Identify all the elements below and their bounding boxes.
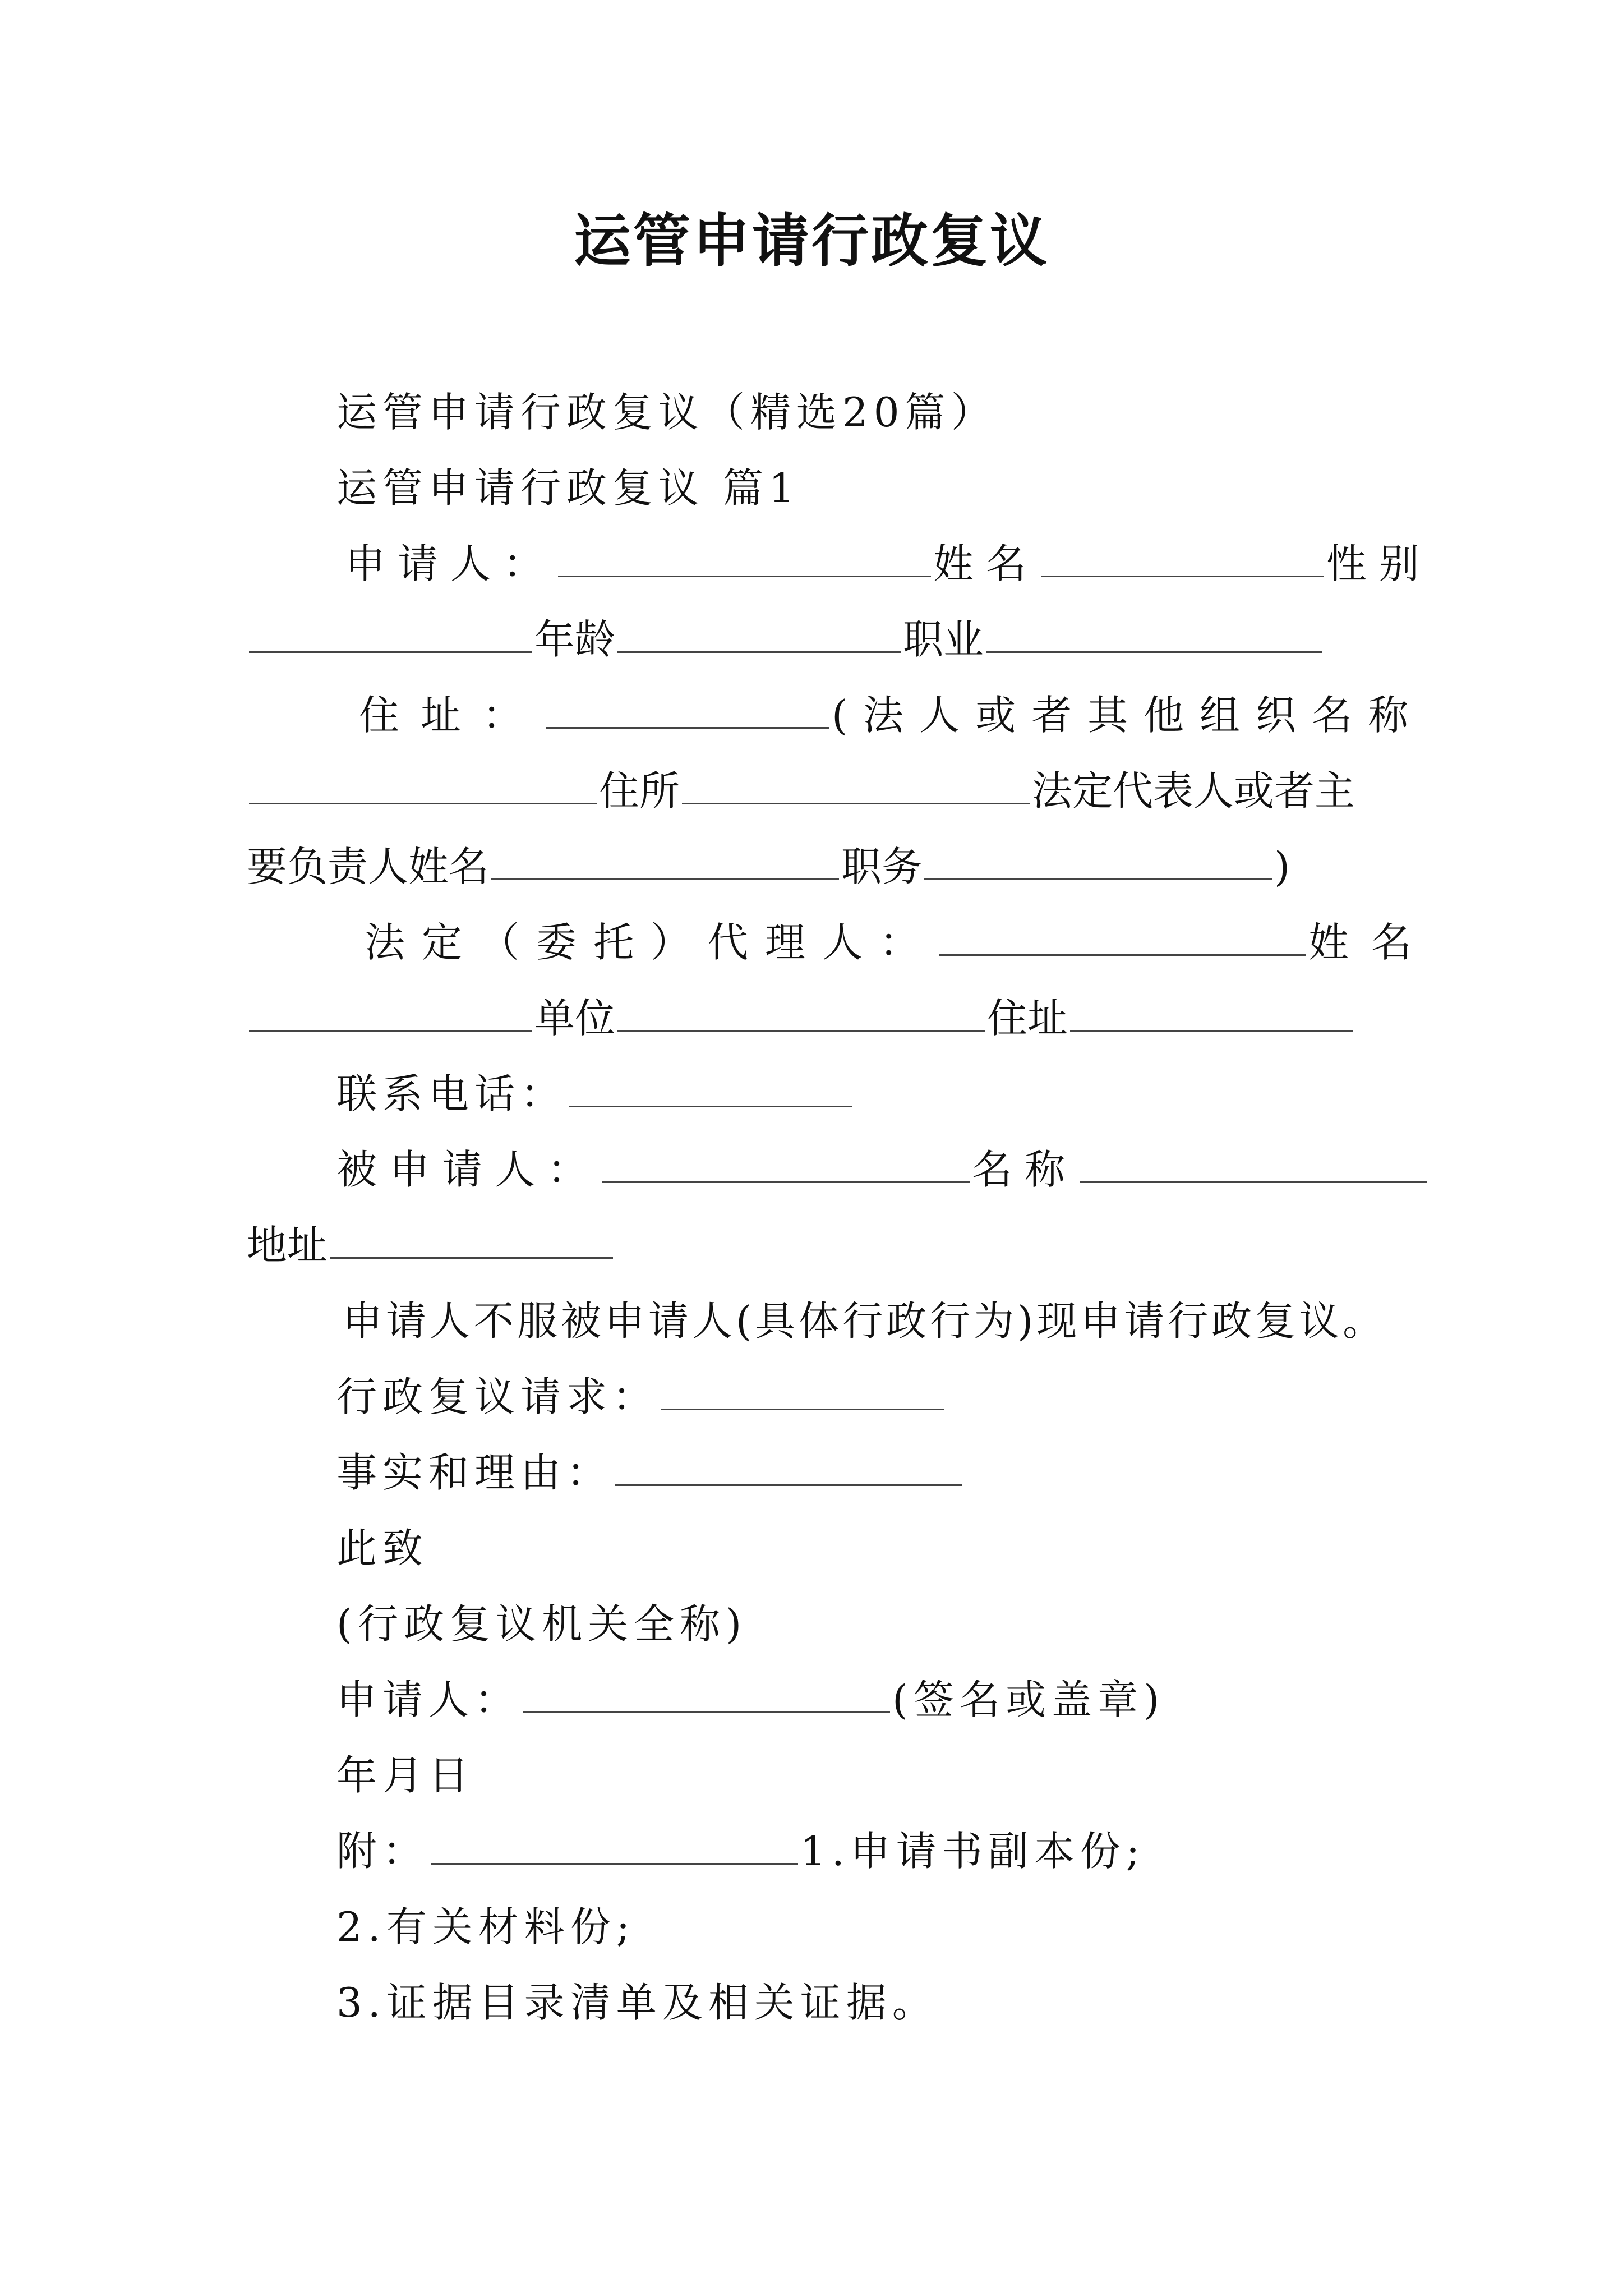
- agent-blank[interactable]: [939, 921, 1306, 956]
- attach-row-2: [336, 1896, 635, 1958]
- age-blank[interactable]: [617, 618, 901, 653]
- date-row: [336, 1745, 474, 1806]
- facts-row: [336, 1442, 965, 1503]
- phone-label: 联系电话：: [336, 1070, 567, 1117]
- attach-label: 附：: [336, 1828, 429, 1875]
- position-label: 职务: [841, 843, 923, 890]
- applicant-blank[interactable]: [558, 542, 931, 577]
- position-blank[interactable]: [924, 845, 1272, 880]
- org-row-3: [247, 836, 1290, 898]
- applicant-row: [345, 533, 1432, 595]
- agent-address-label: 住址: [987, 995, 1068, 1042]
- applicant-row-2: [247, 609, 1325, 670]
- org-name-label: (法人或者其他组织名称: [832, 692, 1424, 739]
- attach-row-3: [336, 1972, 938, 2033]
- respondent-address-label: 地址: [247, 1222, 328, 1269]
- occupation-blank[interactable]: [986, 618, 1322, 653]
- sign-note: (签名或盖章): [892, 1676, 1165, 1723]
- respondent-name-blank[interactable]: [1080, 1148, 1427, 1183]
- request-row: [336, 1366, 946, 1428]
- attach-item-2: 2.有关材料份;: [336, 1903, 635, 1950]
- sign-blank[interactable]: [523, 1678, 890, 1713]
- org-row-2: [247, 760, 1355, 822]
- residence-blank[interactable]: [682, 769, 1030, 804]
- residence-label: 住所: [599, 767, 680, 815]
- applicant-label: 申请人：: [345, 540, 556, 587]
- age-label: 年龄: [534, 616, 616, 663]
- subtitle: [336, 381, 997, 443]
- agent-name-label: 姓名: [1308, 919, 1435, 966]
- agency: (行政复议机关全称): [336, 1600, 748, 1648]
- agent-label: 法定（委托）代理人：: [365, 919, 937, 966]
- signature-row: [336, 1669, 1165, 1731]
- facts-label: 事实和理由：: [336, 1449, 613, 1496]
- respondent-label: 被申请人：: [336, 1146, 601, 1193]
- section-heading: [336, 457, 800, 519]
- attach-item-1: 1.申请书副本份;: [800, 1828, 1145, 1875]
- date-line: 年月日: [336, 1752, 475, 1799]
- salutation: 此致: [336, 1525, 429, 1572]
- agent-row: [365, 912, 1434, 973]
- address-row: [359, 684, 1424, 746]
- phone-row: [336, 1063, 854, 1125]
- agent-address-blank[interactable]: [1070, 996, 1353, 1032]
- close-paren: ): [1274, 843, 1290, 890]
- legal-rep-label: 法定代表人或者主: [1032, 767, 1355, 815]
- statement: 申请人不服被申请人(具体行政行为)现申请行政复议。: [342, 1297, 1387, 1345]
- address-blank[interactable]: [546, 693, 829, 729]
- section-heading-text: 运管申请行政复议 篇1: [336, 464, 800, 512]
- request-label: 行政复议请求：: [336, 1373, 659, 1420]
- statement-row: [342, 1290, 1386, 1352]
- occupation-label: 职业: [903, 616, 984, 663]
- gender-blank[interactable]: [249, 618, 532, 653]
- request-blank[interactable]: [661, 1375, 944, 1410]
- subtitle-text: 运管申请行政复议（精选20篇）: [336, 389, 997, 436]
- legal-rep-label-2: 要负责人姓名: [247, 843, 490, 890]
- org-name-blank[interactable]: [249, 769, 597, 804]
- name-blank[interactable]: [1041, 542, 1324, 577]
- agent-name-blank[interactable]: [249, 996, 532, 1032]
- agency-row: [336, 1593, 747, 1655]
- name-label: 姓名: [933, 540, 1039, 587]
- respondent-address-blank[interactable]: [330, 1223, 613, 1259]
- sign-label: 申请人：: [336, 1676, 521, 1723]
- attach-row: [336, 1820, 1145, 1882]
- attach-blank[interactable]: [431, 1829, 798, 1865]
- gender-label: 性别: [1326, 540, 1432, 587]
- unit-blank[interactable]: [617, 996, 985, 1032]
- facts-blank[interactable]: [615, 1451, 962, 1486]
- respondent-address-row: [247, 1214, 615, 1276]
- respondent-row: [336, 1139, 1430, 1200]
- respondent-name-label: 名称: [972, 1146, 1078, 1193]
- unit-label: 单位: [534, 995, 616, 1042]
- salutation-row: [336, 1517, 428, 1579]
- respondent-blank[interactable]: [602, 1148, 970, 1183]
- agent-row-2: [247, 987, 1355, 1049]
- attach-item-3: 3.证据目录清单及相关证据。: [336, 1979, 938, 2026]
- legal-rep-blank[interactable]: [491, 845, 839, 880]
- address-label: 住址：: [359, 692, 545, 739]
- phone-blank[interactable]: [569, 1072, 852, 1107]
- page-title: 运管申请行政复议: [574, 208, 1049, 275]
